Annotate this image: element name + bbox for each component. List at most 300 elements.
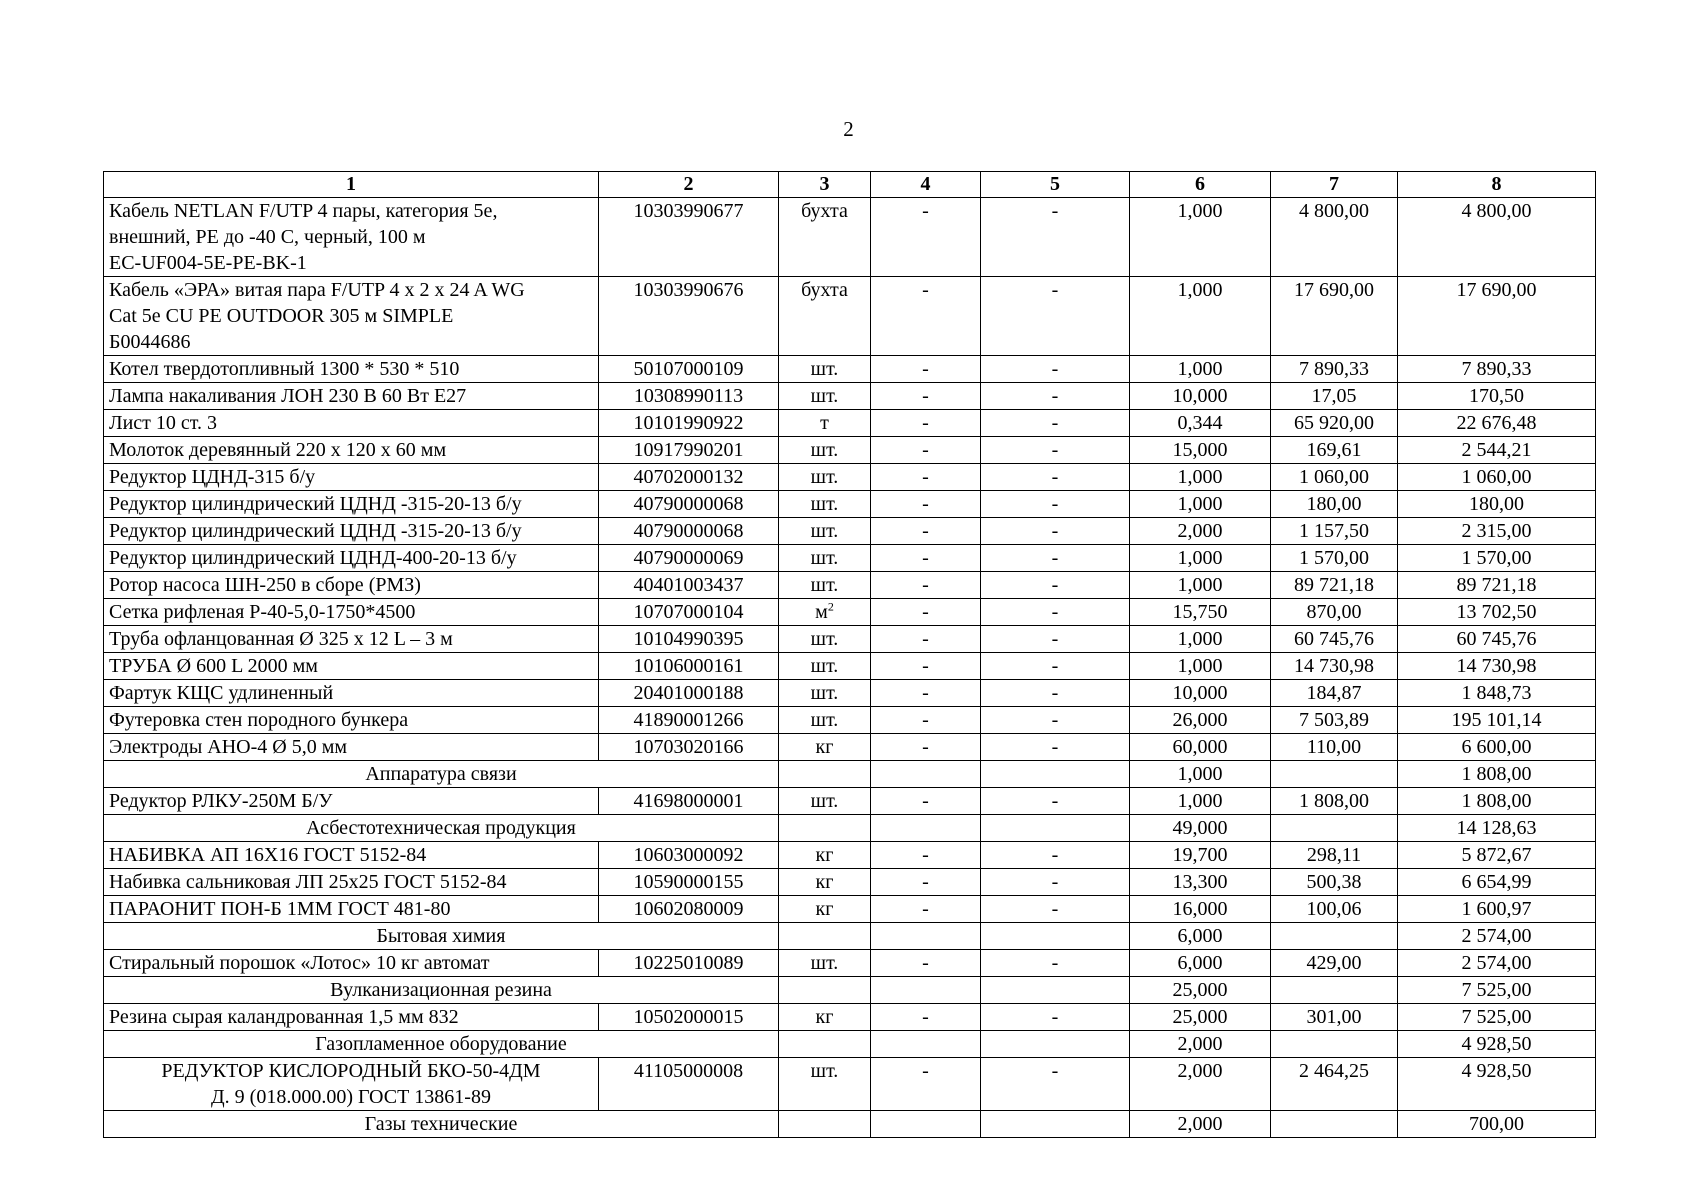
unit-text: кг xyxy=(815,844,834,866)
table-row xyxy=(104,950,1596,977)
unit-text: бухта xyxy=(801,200,848,222)
unit-text: кг xyxy=(815,1006,834,1028)
cell-col4: - xyxy=(871,788,981,815)
cell-col4 xyxy=(871,1031,981,1058)
name-line: Лампа накаливания ЛОН 230 В 60 Вт Е27 xyxy=(109,385,467,407)
cell-col5 xyxy=(981,815,1130,842)
name-line: Резина сырая каландрованная 1,5 мм 832 xyxy=(109,1006,459,1028)
cell-col5: - xyxy=(981,896,1130,923)
name-line: Стиральный порошок «Лотос» 10 кг автомат xyxy=(109,952,490,974)
column-header: 6 xyxy=(1130,172,1271,198)
cell-sum: 195 101,14 xyxy=(1398,707,1596,734)
table-row xyxy=(104,734,1596,761)
cell-code: 20401000188 xyxy=(599,680,779,707)
cell-code: 10502000015 xyxy=(599,1004,779,1031)
table-row xyxy=(104,1004,1596,1031)
cell-unit xyxy=(779,869,871,896)
cell-code: 10101990922 xyxy=(599,410,779,437)
cell-quantity: 13,300 xyxy=(1130,869,1271,896)
group-title: Асбестотехническая продукция xyxy=(104,815,779,842)
unit-text: м xyxy=(815,601,828,623)
table-body xyxy=(104,198,1596,1138)
cell-name xyxy=(104,653,599,680)
cell-price: 17 690,00 xyxy=(1271,277,1398,356)
cell-quantity: 25,000 xyxy=(1130,1004,1271,1031)
cell-unit xyxy=(779,1031,871,1058)
cell-col5: - xyxy=(981,950,1130,977)
cell-unit xyxy=(779,437,871,464)
cell-col4: - xyxy=(871,410,981,437)
cell-name xyxy=(104,410,599,437)
cell-sum: 4 928,50 xyxy=(1398,1031,1596,1058)
cell-sum: 4 800,00 xyxy=(1398,198,1596,277)
cell-quantity: 1,000 xyxy=(1130,572,1271,599)
name-line: внешний, PE до -40 С, черный, 100 м xyxy=(109,226,426,248)
cell-quantity: 15,750 xyxy=(1130,599,1271,626)
cell-code: 40702000132 xyxy=(599,464,779,491)
name-line: Футеровка стен породного бункера xyxy=(109,709,409,731)
cell-quantity: 60,000 xyxy=(1130,734,1271,761)
cell-code: 40790000068 xyxy=(599,491,779,518)
cell-col5: - xyxy=(981,356,1130,383)
cell-name xyxy=(104,437,599,464)
cell-quantity: 1,000 xyxy=(1130,761,1271,788)
cell-code: 40790000068 xyxy=(599,518,779,545)
cell-col5: - xyxy=(981,869,1130,896)
cell-code: 50107000109 xyxy=(599,356,779,383)
cell-sum: 89 721,18 xyxy=(1398,572,1596,599)
cell-col4: - xyxy=(871,383,981,410)
cell-col5: - xyxy=(981,599,1130,626)
cell-col5: - xyxy=(981,277,1130,356)
cell-col4 xyxy=(871,1111,981,1138)
name-line: Сетка рифленая Р-40-5,0-1750*4500 xyxy=(109,601,416,623)
table-row xyxy=(104,1058,1596,1111)
cell-sum: 1 570,00 xyxy=(1398,545,1596,572)
cell-unit xyxy=(779,680,871,707)
cell-col5 xyxy=(981,1111,1130,1138)
group-row xyxy=(104,815,1596,842)
cell-name xyxy=(104,518,599,545)
cell-unit xyxy=(779,815,871,842)
cell-col5: - xyxy=(981,572,1130,599)
cell-unit xyxy=(779,383,871,410)
group-row xyxy=(104,761,1596,788)
cell-name xyxy=(104,545,599,572)
cell-sum: 1 060,00 xyxy=(1398,464,1596,491)
cell-price: 7 503,89 xyxy=(1271,707,1398,734)
cell-price: 184,87 xyxy=(1271,680,1398,707)
cell-col4: - xyxy=(871,277,981,356)
cell-col5: - xyxy=(981,626,1130,653)
cell-col5: - xyxy=(981,1058,1130,1111)
table-row xyxy=(104,626,1596,653)
cell-col5: - xyxy=(981,680,1130,707)
cell-price: 100,06 xyxy=(1271,896,1398,923)
cell-quantity: 10,000 xyxy=(1130,383,1271,410)
table-row xyxy=(104,491,1596,518)
name-line: Cat 5e CU PE OUTDOOR 305 м SIMPLE xyxy=(109,305,454,327)
cell-col5: - xyxy=(981,1004,1130,1031)
cell-name xyxy=(104,198,599,277)
cell-col4: - xyxy=(871,653,981,680)
cell-price: 169,61 xyxy=(1271,437,1398,464)
table-row xyxy=(104,599,1596,626)
cell-price: 17,05 xyxy=(1271,383,1398,410)
cell-quantity: 25,000 xyxy=(1130,977,1271,1004)
cell-name xyxy=(104,788,599,815)
cell-quantity: 1,000 xyxy=(1130,545,1271,572)
cell-col5: - xyxy=(981,653,1130,680)
cell-quantity: 1,000 xyxy=(1130,277,1271,356)
cell-col4: - xyxy=(871,869,981,896)
cell-col4: - xyxy=(871,464,981,491)
cell-quantity: 2,000 xyxy=(1130,1031,1271,1058)
cell-code: 10225010089 xyxy=(599,950,779,977)
unit-text: шт. xyxy=(810,547,839,569)
cell-unit xyxy=(779,923,871,950)
cell-name xyxy=(104,1004,599,1031)
cell-col5: - xyxy=(981,707,1130,734)
cell-unit xyxy=(779,788,871,815)
cell-col4: - xyxy=(871,356,981,383)
unit-text: шт. xyxy=(810,628,839,650)
name-line: Ротор насоса ШН-250 в сборе (РМЗ) xyxy=(109,574,421,596)
column-header: 1 xyxy=(104,172,599,198)
name-line: НАБИВКА АП 16Х16 ГОСТ 5152-84 xyxy=(109,844,427,866)
cell-col5: - xyxy=(981,464,1130,491)
cell-col5: - xyxy=(981,842,1130,869)
table-row xyxy=(104,464,1596,491)
cell-name xyxy=(104,734,599,761)
group-title: Вулканизационная резина xyxy=(104,977,779,1004)
cell-code: 40790000069 xyxy=(599,545,779,572)
cell-quantity: 16,000 xyxy=(1130,896,1271,923)
cell-col4 xyxy=(871,977,981,1004)
unit-text: шт. xyxy=(810,385,839,407)
cell-price: 301,00 xyxy=(1271,1004,1398,1031)
cell-unit xyxy=(779,518,871,545)
cell-unit xyxy=(779,707,871,734)
cell-quantity: 26,000 xyxy=(1130,707,1271,734)
table-row xyxy=(104,842,1596,869)
cell-sum: 4 928,50 xyxy=(1398,1058,1596,1111)
cell-col4: - xyxy=(871,599,981,626)
cell-quantity: 1,000 xyxy=(1130,653,1271,680)
name-line: EC-UF004-5E-PE-BK-1 xyxy=(109,252,307,274)
cell-price: 1 157,50 xyxy=(1271,518,1398,545)
name-line: Электроды АНО-4 Ø 5,0 мм xyxy=(109,736,348,758)
cell-unit xyxy=(779,626,871,653)
cell-code: 10703020166 xyxy=(599,734,779,761)
cell-col4: - xyxy=(871,626,981,653)
cell-sum: 2 544,21 xyxy=(1398,437,1596,464)
cell-sum: 7 525,00 xyxy=(1398,977,1596,1004)
column-header: 2 xyxy=(599,172,779,198)
cell-unit xyxy=(779,653,871,680)
table-row xyxy=(104,437,1596,464)
cell-name xyxy=(104,680,599,707)
cell-col5: - xyxy=(981,788,1130,815)
cell-price: 110,00 xyxy=(1271,734,1398,761)
cell-price xyxy=(1271,761,1398,788)
cell-col5: - xyxy=(981,734,1130,761)
cell-col4: - xyxy=(871,518,981,545)
cell-name xyxy=(104,626,599,653)
table-row xyxy=(104,383,1596,410)
cell-name xyxy=(104,842,599,869)
unit-text: кг xyxy=(815,736,834,758)
cell-unit xyxy=(779,277,871,356)
name-line: Котел твердотопливный 1300 * 530 * 510 xyxy=(109,358,460,380)
cell-price xyxy=(1271,815,1398,842)
unit-superscript: 2 xyxy=(827,599,834,614)
cell-col5: - xyxy=(981,437,1130,464)
cell-code: 41698000001 xyxy=(599,788,779,815)
group-title: Аппаратура связи xyxy=(104,761,779,788)
cell-unit xyxy=(779,464,871,491)
column-header: 3 xyxy=(779,172,871,198)
cell-col4: - xyxy=(871,896,981,923)
unit-text: шт. xyxy=(810,466,839,488)
unit-text: т xyxy=(820,412,829,434)
cell-price: 65 920,00 xyxy=(1271,410,1398,437)
cell-col5: - xyxy=(981,518,1130,545)
cell-col5: - xyxy=(981,410,1130,437)
cell-quantity: 15,000 xyxy=(1130,437,1271,464)
cell-unit xyxy=(779,356,871,383)
cell-unit xyxy=(779,896,871,923)
cell-quantity: 6,000 xyxy=(1130,923,1271,950)
cell-code: 10104990395 xyxy=(599,626,779,653)
cell-col5 xyxy=(981,977,1130,1004)
cell-unit xyxy=(779,599,871,626)
cell-col4: - xyxy=(871,198,981,277)
table-row xyxy=(104,545,1596,572)
cell-unit xyxy=(779,491,871,518)
cell-col4: - xyxy=(871,1004,981,1031)
cell-price xyxy=(1271,1111,1398,1138)
cell-name xyxy=(104,599,599,626)
unit-text: кг xyxy=(815,898,834,920)
table-row xyxy=(104,572,1596,599)
cell-code: 10602080009 xyxy=(599,896,779,923)
cell-sum: 1 808,00 xyxy=(1398,788,1596,815)
cell-sum: 17 690,00 xyxy=(1398,277,1596,356)
cell-sum: 2 315,00 xyxy=(1398,518,1596,545)
column-header: 7 xyxy=(1271,172,1398,198)
cell-quantity: 10,000 xyxy=(1130,680,1271,707)
name-line: РЕДУКТОР КИСЛОРОДНЫЙ БКО-50-4ДМ xyxy=(161,1060,541,1082)
cell-name xyxy=(104,950,599,977)
cell-unit xyxy=(779,950,871,977)
unit-text: шт. xyxy=(810,1060,839,1082)
unit-text: шт. xyxy=(810,952,839,974)
cell-price: 1 060,00 xyxy=(1271,464,1398,491)
table-row xyxy=(104,356,1596,383)
name-line: Труба офланцованная Ø 325 х 12 L – 3 м xyxy=(109,628,453,650)
cell-unit xyxy=(779,761,871,788)
cell-code: 10308990113 xyxy=(599,383,779,410)
cell-price xyxy=(1271,1031,1398,1058)
unit-text: кг xyxy=(815,871,834,893)
cell-col4: - xyxy=(871,734,981,761)
name-line: Фартук КЩС удлиненный xyxy=(109,682,334,704)
cell-sum: 170,50 xyxy=(1398,383,1596,410)
page-number: 2 xyxy=(843,117,854,141)
cell-unit xyxy=(779,1058,871,1111)
cell-code: 41105000008 xyxy=(599,1058,779,1111)
group-row xyxy=(104,1111,1596,1138)
name-line: Лист 10 ст. 3 xyxy=(109,412,217,434)
cell-price: 180,00 xyxy=(1271,491,1398,518)
group-row xyxy=(104,977,1596,1004)
cell-quantity: 1,000 xyxy=(1130,491,1271,518)
cell-code: 10917990201 xyxy=(599,437,779,464)
table-row xyxy=(104,788,1596,815)
unit-text: шт. xyxy=(810,790,839,812)
cell-name xyxy=(104,491,599,518)
cell-col4: - xyxy=(871,707,981,734)
table-row xyxy=(104,680,1596,707)
name-line: Редуктор цилиндрический ЦДНД-400-20-13 б/у xyxy=(109,547,517,569)
cell-price: 298,11 xyxy=(1271,842,1398,869)
cell-name xyxy=(104,464,599,491)
cell-unit xyxy=(779,1004,871,1031)
cell-col5: - xyxy=(981,198,1130,277)
cell-sum: 7 525,00 xyxy=(1398,1004,1596,1031)
cell-col4: - xyxy=(871,572,981,599)
cell-quantity: 19,700 xyxy=(1130,842,1271,869)
unit-text: шт. xyxy=(810,574,839,596)
cell-sum: 14 128,63 xyxy=(1398,815,1596,842)
name-line: Набивка сальниковая ЛП 25х25 ГОСТ 5152-84 xyxy=(109,871,507,893)
cell-col4: - xyxy=(871,842,981,869)
cell-sum: 6 600,00 xyxy=(1398,734,1596,761)
cell-sum: 180,00 xyxy=(1398,491,1596,518)
cell-price: 1 808,00 xyxy=(1271,788,1398,815)
cell-unit xyxy=(779,1111,871,1138)
cell-col5 xyxy=(981,923,1130,950)
cell-sum: 1 600,97 xyxy=(1398,896,1596,923)
cell-quantity: 1,000 xyxy=(1130,788,1271,815)
table-row xyxy=(104,518,1596,545)
unit-text: шт. xyxy=(810,520,839,542)
items-table xyxy=(103,171,1596,1138)
column-header: 8 xyxy=(1398,172,1596,198)
name-line: Кабель «ЭРА» витая пара F/UTP 4 x 2 x 24 A WG xyxy=(109,279,525,301)
cell-sum: 6 654,99 xyxy=(1398,869,1596,896)
cell-price: 89 721,18 xyxy=(1271,572,1398,599)
cell-code: 10106000161 xyxy=(599,653,779,680)
cell-sum: 13 702,50 xyxy=(1398,599,1596,626)
cell-code: 10707000104 xyxy=(599,599,779,626)
cell-name xyxy=(104,356,599,383)
name-line: ПАРАОНИТ ПОН-Б 1ММ ГОСТ 481-80 xyxy=(109,898,451,920)
cell-unit xyxy=(779,198,871,277)
cell-unit xyxy=(779,734,871,761)
column-header: 5 xyxy=(981,172,1130,198)
cell-quantity: 49,000 xyxy=(1130,815,1271,842)
cell-price: 60 745,76 xyxy=(1271,626,1398,653)
cell-unit xyxy=(779,572,871,599)
cell-unit xyxy=(779,545,871,572)
cell-quantity: 1,000 xyxy=(1130,198,1271,277)
cell-unit xyxy=(779,410,871,437)
column-header: 4 xyxy=(871,172,981,198)
table-row xyxy=(104,198,1596,277)
cell-col4: - xyxy=(871,950,981,977)
name-line: Редуктор РЛКУ-250М Б/У xyxy=(109,790,333,812)
cell-col5: - xyxy=(981,545,1130,572)
cell-price: 429,00 xyxy=(1271,950,1398,977)
group-title: Бытовая химия xyxy=(104,923,779,950)
cell-col4 xyxy=(871,923,981,950)
cell-quantity: 6,000 xyxy=(1130,950,1271,977)
unit-text: шт. xyxy=(810,439,839,461)
unit-text: шт. xyxy=(810,493,839,515)
cell-code: 10590000155 xyxy=(599,869,779,896)
unit-text: шт. xyxy=(810,358,839,380)
cell-sum: 2 574,00 xyxy=(1398,950,1596,977)
table-row xyxy=(104,410,1596,437)
cell-quantity: 2,000 xyxy=(1130,1058,1271,1111)
cell-price: 7 890,33 xyxy=(1271,356,1398,383)
cell-col5 xyxy=(981,761,1130,788)
table-row xyxy=(104,869,1596,896)
cell-name xyxy=(104,896,599,923)
cell-quantity: 2,000 xyxy=(1130,518,1271,545)
cell-sum: 7 890,33 xyxy=(1398,356,1596,383)
group-title: Газопламенное оборудование xyxy=(104,1031,779,1058)
cell-unit xyxy=(779,977,871,1004)
cell-name xyxy=(104,277,599,356)
cell-sum: 14 730,98 xyxy=(1398,653,1596,680)
cell-price: 500,38 xyxy=(1271,869,1398,896)
cell-price xyxy=(1271,923,1398,950)
cell-col4: - xyxy=(871,680,981,707)
cell-price: 2 464,25 xyxy=(1271,1058,1398,1111)
cell-quantity: 0,344 xyxy=(1130,410,1271,437)
table-header-row xyxy=(104,172,1596,198)
cell-sum: 1 848,73 xyxy=(1398,680,1596,707)
cell-quantity: 1,000 xyxy=(1130,464,1271,491)
table-row xyxy=(104,707,1596,734)
cell-name xyxy=(104,572,599,599)
cell-price: 870,00 xyxy=(1271,599,1398,626)
unit-text: шт. xyxy=(810,709,839,731)
cell-code: 41890001266 xyxy=(599,707,779,734)
unit-text: бухта xyxy=(801,279,848,301)
cell-name xyxy=(104,707,599,734)
cell-price: 4 800,00 xyxy=(1271,198,1398,277)
cell-unit xyxy=(779,842,871,869)
unit-text: шт. xyxy=(810,655,839,677)
unit-text: шт. xyxy=(810,682,839,704)
cell-col5 xyxy=(981,1031,1130,1058)
cell-col4: - xyxy=(871,1058,981,1111)
cell-quantity: 1,000 xyxy=(1130,356,1271,383)
table-row xyxy=(104,277,1596,356)
table-row xyxy=(104,896,1596,923)
cell-name xyxy=(104,869,599,896)
name-line: Кабель NETLAN F/UTP 4 пары, категория 5e, xyxy=(109,200,498,222)
cell-col4 xyxy=(871,815,981,842)
cell-code: 40401003437 xyxy=(599,572,779,599)
cell-col4: - xyxy=(871,491,981,518)
cell-quantity: 2,000 xyxy=(1130,1111,1271,1138)
cell-quantity: 1,000 xyxy=(1130,626,1271,653)
